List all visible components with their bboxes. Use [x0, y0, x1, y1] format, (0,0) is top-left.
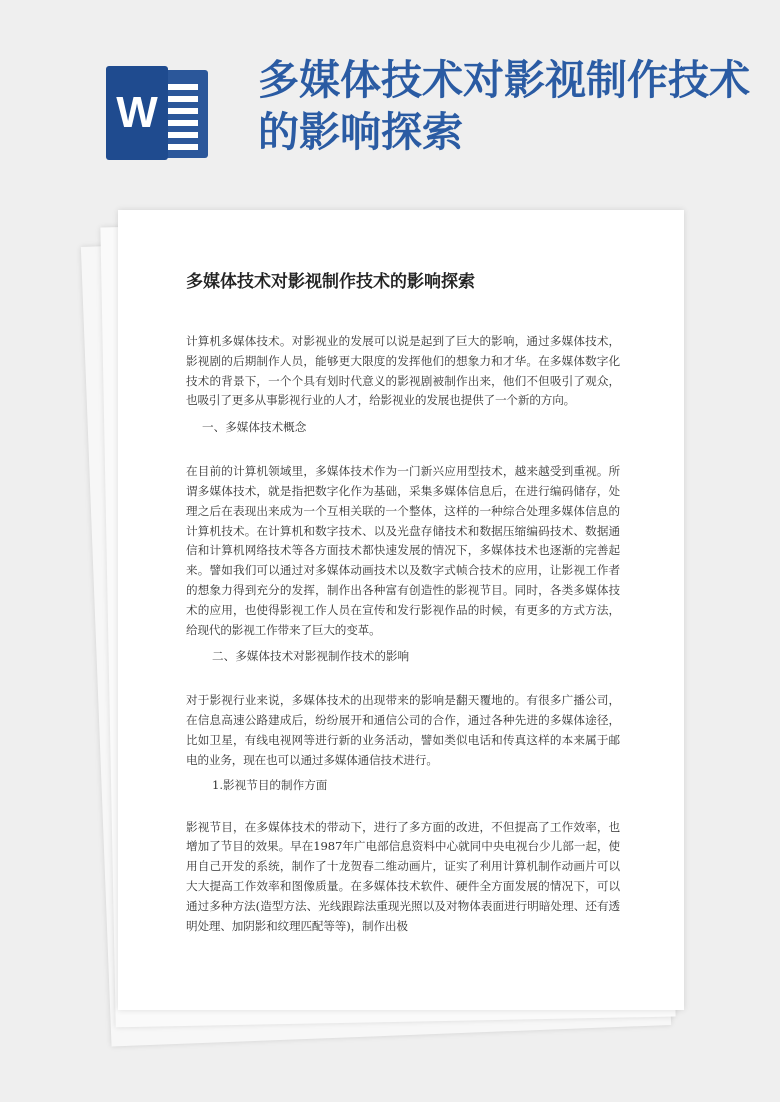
- section1-paragraph: 在目前的计算机领域里，多媒体技术作为一门新兴应用型技术，越来越受到重视。所谓多媒体技术，就是指把数字化作为基础，采集多媒体信息后，在进行编码储存，处理之后在表现出来成为一个互相关联的一个整体，这样的一种综合处理多媒体信息的计算机技术。在计算机和数字技术、以及光盘存储技术和数据压缩编码技术、数据通信和计算机网络技术等各方面技术都快速发展的情况下，多媒体技术也逐渐的完善起来。譬如我们可以通过对多媒体动画技术以及数字式帧合技术的应用，让影视工作者的想象力得到充分的发挥，制作出各种富有创造性的影视节目。同时，各类多媒体技术的应用，也使得影视工作人员在宣传和发行影视作品的时候，有更多的方式方法，给现代的影视工作带来了巨大的变革。: [186, 464, 620, 637]
- intro-paragraph: 计算机多媒体技术。对影视业的发展可以说是起到了巨大的影响，通过多媒体技术，影视剧的后期制作人员，能够更大限度的发挥他们的想象力和才华。在多媒体数字化技术的背景下，一个个具有划时代意义的影视剧被制作出来，他们不但吸引了观众，也吸引了更多从事影视行业的人才，给影视业的发展也提供了一个新的方向。: [186, 334, 620, 408]
- subsection1-paragraph: 影视节目，在多媒体技术的带动下，进行了多方面的改进，不但提高了工作效率，也增加了节目的效果。早在1987年广电部信息资料中心就同中央电视台少儿部一起，使用自己开发的系统，制作了十龙贺春二维动画片，证实了利用计算机制作动画片可以大大提高工作效率和图像质量。在多媒体技术软件、硬件全方面发展的情况下，可以通过多种方法(造型方法、光线跟踪法重现光照以及对物体表面进行明暗处理、还有透明处理、加阴影和纹理匹配等等)，制作出极: [186, 819, 620, 933]
- banner-title: 多媒体技术对影视制作技术的影响探索: [258, 56, 750, 156]
- document-page: [118, 210, 684, 1010]
- subsection1-heading: 1.影视节目的制作方面: [212, 777, 328, 792]
- document-content: [186, 270, 620, 936]
- section2-paragraph: 对于影视行业来说，多媒体技术的出现带来的影响是翻天覆地的。有很多广播公司，在信息高速公路建成后，纷纷展开和通信公司的合作，通过各种先进的多媒体途径，比如卫星，有线电视网等进行新的业务活动，譬如类似电话和传真这样的本来属于邮电的业务，现在也可以通过多媒体通信技术进行。: [186, 693, 620, 767]
- section1-heading: 一、多媒体技术概念: [202, 420, 307, 435]
- word-document-icon: [106, 66, 210, 160]
- document-title: 多媒体技术对影视制作技术的影响探索: [186, 272, 475, 292]
- section2-heading: 二、多媒体技术对影视制作技术的影响: [212, 649, 410, 664]
- word-letter-tile: W: [106, 66, 168, 160]
